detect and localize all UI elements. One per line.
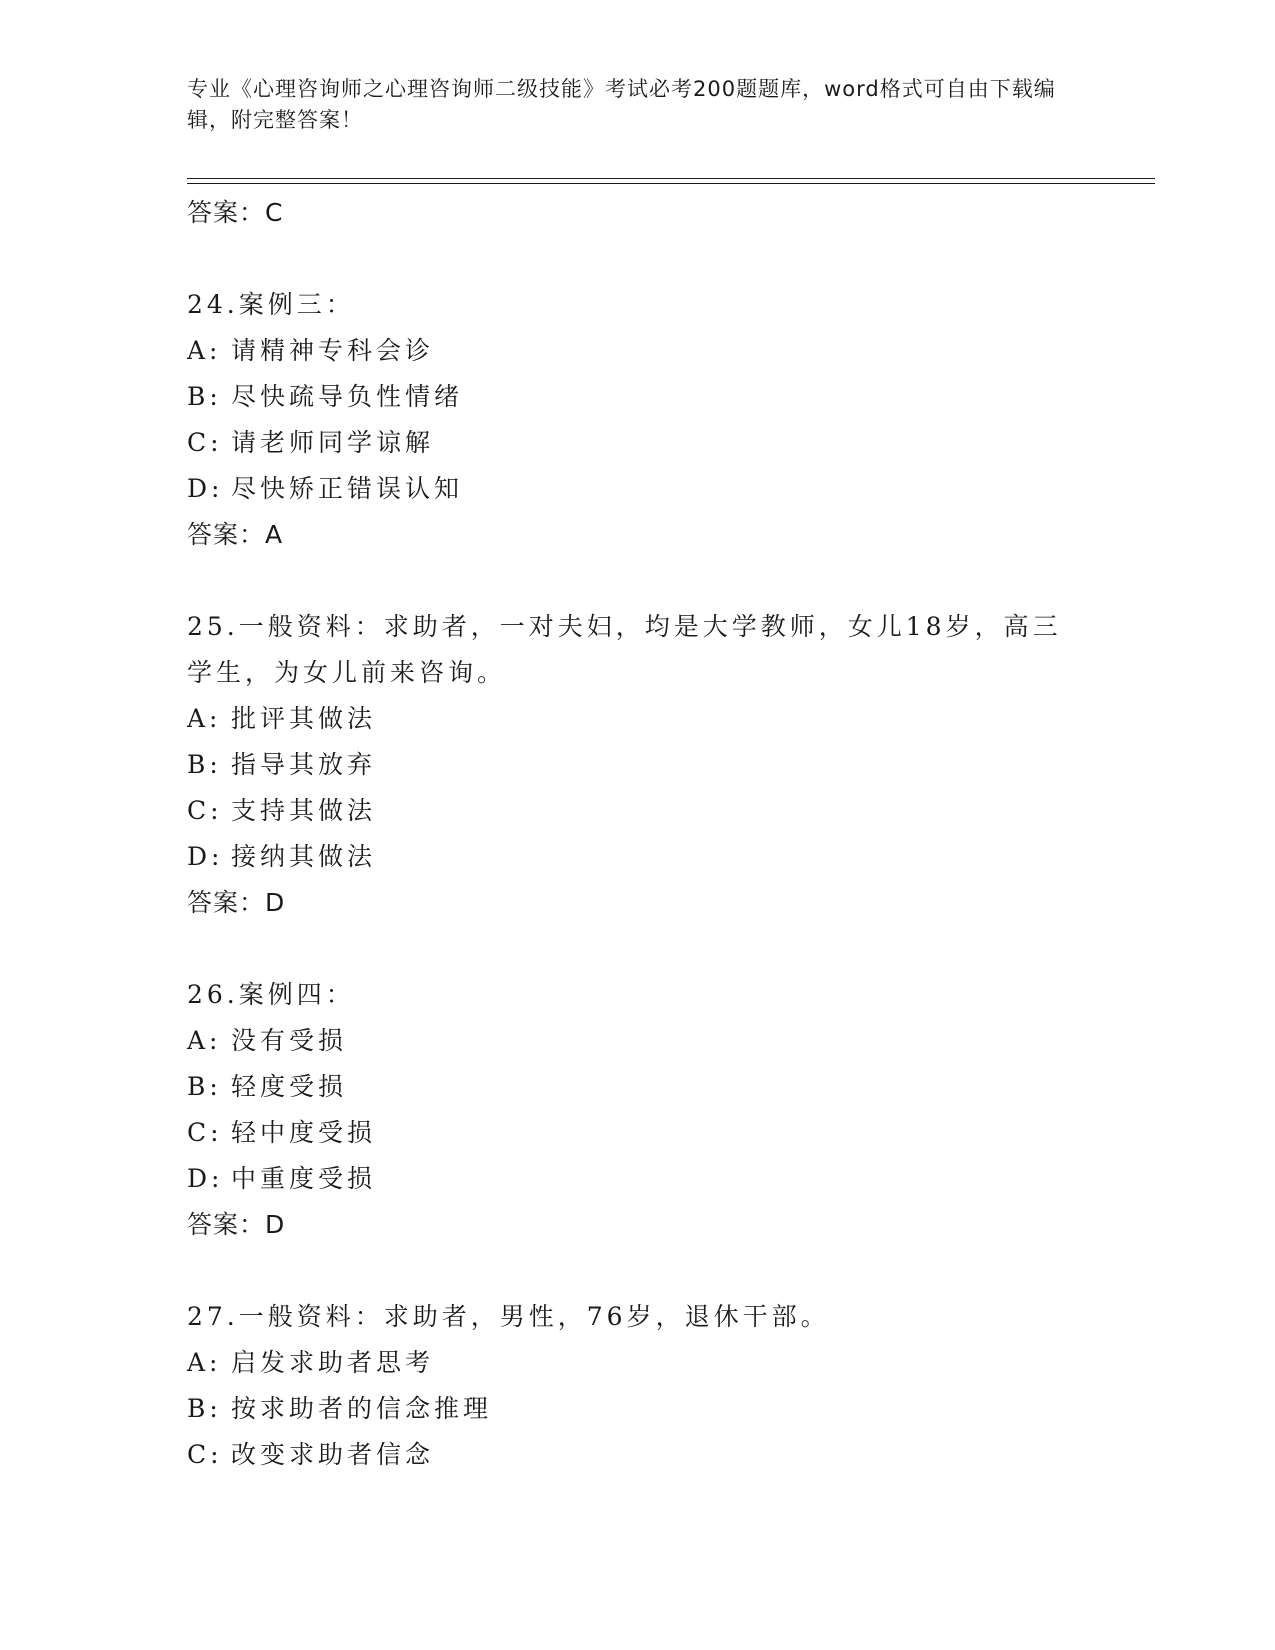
answer-option [187,1064,1087,1110]
question-block [187,972,1087,1294]
answer-line [187,1202,1087,1248]
document-header: 专业《心理咨询师之心理咨询师二级技能》考试必考200题题库，word格式可自由下载编辑，附完整答案！ [187,77,1056,132]
answer-option [187,1386,1087,1432]
spacer [187,558,1087,604]
header-rule-bottom [187,183,1155,184]
option-text: 请老师同学谅解 [231,428,435,457]
option-letter: C: [187,1118,223,1147]
option-text: 请精神专科会诊 [231,336,435,365]
option-text: 批评其做法 [231,704,377,733]
option-text: 尽快疏导负性情绪 [231,382,464,411]
option-text: 支持其做法 [231,796,377,825]
option-letter: D: [187,842,224,871]
answer-label: 答案： [187,1210,266,1239]
option-letter: C: [187,428,223,457]
answer-line [187,512,1087,558]
option-text: 中重度受损 [231,1164,377,1193]
answer-value: A [265,520,284,549]
option-letter: D: [187,474,224,503]
answer-option [187,466,1087,512]
answer-label: 答案： [187,520,266,549]
spacer [187,1248,1087,1294]
answer-option [187,834,1087,880]
answer-label: 答案： [187,888,266,917]
question-stem: 25.一般资料：求助者，一对夫妇，均是大学教师，女儿18岁，高三学生，为女儿前来咨询。 [187,612,1062,687]
answer-value: D [265,1210,286,1239]
option-text: 接纳其做法 [231,842,377,871]
option-letter: B: [187,1394,222,1423]
answer-option [187,1156,1087,1202]
answer-option [187,696,1087,742]
option-letter: A: [187,1026,222,1055]
answer-option [187,1340,1087,1386]
option-text: 没有受损 [231,1026,348,1055]
option-letter: A: [187,336,222,365]
option-letter: B: [187,750,222,779]
option-letter: B: [187,382,222,411]
answer-option [187,1110,1087,1156]
option-text: 轻中度受损 [231,1118,377,1147]
answer-value: C [265,198,284,227]
question-block [187,282,1087,604]
question-block [187,1294,1087,1478]
option-text: 按求助者的信念推理 [231,1394,493,1423]
option-letter: C: [187,796,223,825]
option-letter: A: [187,704,222,733]
option-text: 指导其放弃 [231,750,377,779]
header-rule-top [187,178,1155,179]
question-stem: 27.一般资料：求助者，男性，76岁，退休干部。 [187,1302,830,1331]
option-letter: D: [187,1164,224,1193]
answer-option [187,374,1087,420]
answer-option [187,1018,1087,1064]
question-list [187,282,1087,1478]
option-letter: C: [187,1440,223,1469]
answer-option [187,742,1087,788]
spacer [187,926,1087,972]
option-text: 启发求助者思考 [231,1348,435,1377]
answer-option [187,1432,1087,1478]
answer-line [187,880,1087,926]
spacer [187,236,1087,282]
document-body [187,190,1087,1478]
answer-line [187,190,1087,236]
question-block [187,604,1087,972]
answer-option [187,420,1087,466]
question-stem: 24.案例三： [187,290,355,319]
answer-option [187,328,1087,374]
answer-option [187,788,1087,834]
question-stem: 26.案例四： [187,980,355,1009]
option-letter: A: [187,1348,222,1377]
answer-value: D [265,888,286,917]
option-text: 轻度受损 [231,1072,348,1101]
option-text: 尽快矫正错误认知 [231,474,464,503]
option-letter: B: [187,1072,222,1101]
answer-label: 答案： [187,198,266,227]
option-text: 改变求助者信念 [231,1440,435,1469]
